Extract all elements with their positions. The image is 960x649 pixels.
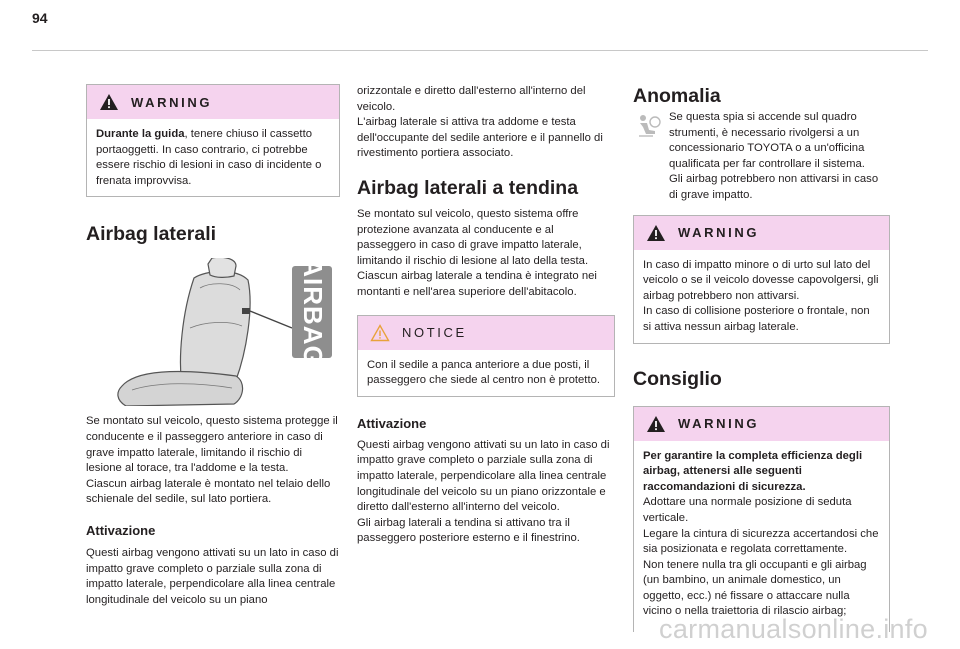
warning-triangle-icon bbox=[646, 415, 666, 433]
anomalia-paragraph-first bbox=[633, 110, 890, 204]
airbag-laterali-paragraph: Se montato sul veicolo, questo sistema protegge il conducente e il passeggero anteriore in caso di grave impatto laterale, limitando il rischio di lesione al torace, tra l'addome e la testa. Ciascun airbag laterale è montato nel telaio dello schienale del sedile, sul lato portiera. bbox=[86, 415, 338, 506]
subsection-title-attivazione: Attivazione bbox=[86, 522, 156, 538]
column-3 bbox=[633, 84, 890, 632]
watermark: carmanualsonline.info bbox=[659, 614, 928, 644]
notice-box bbox=[357, 315, 615, 397]
notice-text: Con il sedile a panca anteriore a due posti, il passeggero che siede al centro non è protetto. bbox=[367, 358, 600, 387]
warning-box-header bbox=[87, 85, 339, 119]
header-divider bbox=[32, 50, 928, 51]
section-title-airbag-tendina: Airbag laterali a tendina bbox=[357, 176, 579, 199]
column-1 bbox=[86, 68, 340, 608]
notice-title: NOTICE bbox=[402, 325, 467, 341]
warning-rest-text: , tenere chiuso il cassetto portaoggetti. In caso contrario, ci potrebbe essere rischio di lesioni in caso di incidente o frenata improvvisa. bbox=[96, 128, 322, 187]
section-title-consiglio: Consiglio bbox=[633, 367, 722, 390]
page-number: 94 bbox=[32, 10, 48, 26]
warning-text bbox=[96, 127, 330, 189]
airbag-label-text: AIRBAG bbox=[297, 258, 328, 367]
section-title-anomalia: Anomalia bbox=[633, 85, 721, 107]
notice-box-header bbox=[358, 316, 614, 350]
section-title-airbag-laterali: Airbag laterali bbox=[86, 223, 217, 246]
side-airbag-seat-illustration bbox=[86, 258, 340, 406]
warning-box bbox=[86, 84, 340, 197]
warning-box-anomalia-header bbox=[634, 216, 889, 250]
tendina-paragraph: Se montato sul veicolo, questo sistema offre protezione avanzata al conducente e al passeggero in caso di grave impatto laterale, limitando il rischio di lesione al lato della testa. Ciascun airbag laterale a tendina è integrato nei montanti e nell'area superiore dell'abitacolo. bbox=[357, 207, 597, 298]
warning-body bbox=[87, 119, 339, 196]
airbag-label bbox=[292, 258, 332, 367]
subsection-title-attivazione-2: Attivazione bbox=[357, 415, 427, 431]
warning-body-consiglio bbox=[634, 441, 889, 628]
attivazione-paragraph-2: Questi airbag vengono attivati su un lato in caso di impatto grave completo o parziale sulla zona di impatto laterale, perpendicolare alla linea centrale longitudinale del veicolo su un piano orizzontale e diretto dall'esterno all'interno del veicolo. Gli airbag laterali a tendina si attivano tra il passeggero posteriore esterno e il finestrino. bbox=[357, 438, 610, 545]
attivazione-paragraph: Questi airbag vengono attivati su un lato in caso di impatto grave completo o parziale sulla zona di impatto laterale, perpendicolare alla linea centrale longitudinale del veicolo su un piano bbox=[86, 546, 339, 606]
warning-box-consiglio-header bbox=[634, 407, 889, 441]
anomalia-block bbox=[633, 110, 890, 204]
warning-bold-consiglio: Per garantire la completa efficienza degli airbag, attenersi alle seguenti raccomandazioni di sicurezza. bbox=[643, 449, 863, 493]
notice-triangle-icon bbox=[370, 324, 390, 342]
warning-text-anomalia: In caso di impatto minore o di urto sul lato del veicolo o se il veicolo dovesse capovolgersi, gli airbag potrebbero non attivarsi. In caso di collisione posteriore o frontale, non si attiva nessun airbag laterale. bbox=[643, 258, 879, 333]
warning-title: WARNING bbox=[131, 94, 213, 110]
airbag-warning-lamp-icon bbox=[633, 112, 663, 138]
warning-box-anomalia bbox=[633, 215, 890, 344]
column-2 bbox=[357, 84, 615, 547]
warning-box-consiglio bbox=[633, 406, 890, 632]
continued-paragraph: orizzontale e diretto dall'esterno all'interno del veicolo. L'airbag laterale si attiva tra addome e testa dell'occupante del sedile anteriore e il pannello di rivestimento portiera associato. bbox=[357, 85, 603, 160]
notice-body bbox=[358, 350, 614, 396]
warning-bold-text: Durante la guida bbox=[96, 128, 185, 140]
warning-title-consiglio: WARNING bbox=[678, 416, 760, 432]
anomalia-text: Se questa spia si accende sul quadro strumenti, è necessario rivolgersi a un concessionario TOYOTA o a un'officina qualificata per far controllare il sistema. Gli airbag potrebbero non attivarsi in caso di grave impatto. bbox=[669, 111, 879, 201]
warning-triangle-icon bbox=[99, 93, 119, 111]
warning-text-consiglio: Adottare una normale posizione di seduta verticale. Legare la cintura di sicurezza accertandosi che sia posizionata e regolata correttamente. Non tenere nulla tra gli occupanti e gli airbag (un bambino, un animale domestico, un oggetto, ecc.) né fissare o attaccare nulla vicino o nella traiettoria di rilascio airbag; bbox=[643, 496, 879, 618]
warning-title-anomalia: WARNING bbox=[678, 225, 760, 241]
warning-triangle-icon bbox=[646, 224, 666, 242]
warning-body-anomalia bbox=[634, 250, 889, 343]
